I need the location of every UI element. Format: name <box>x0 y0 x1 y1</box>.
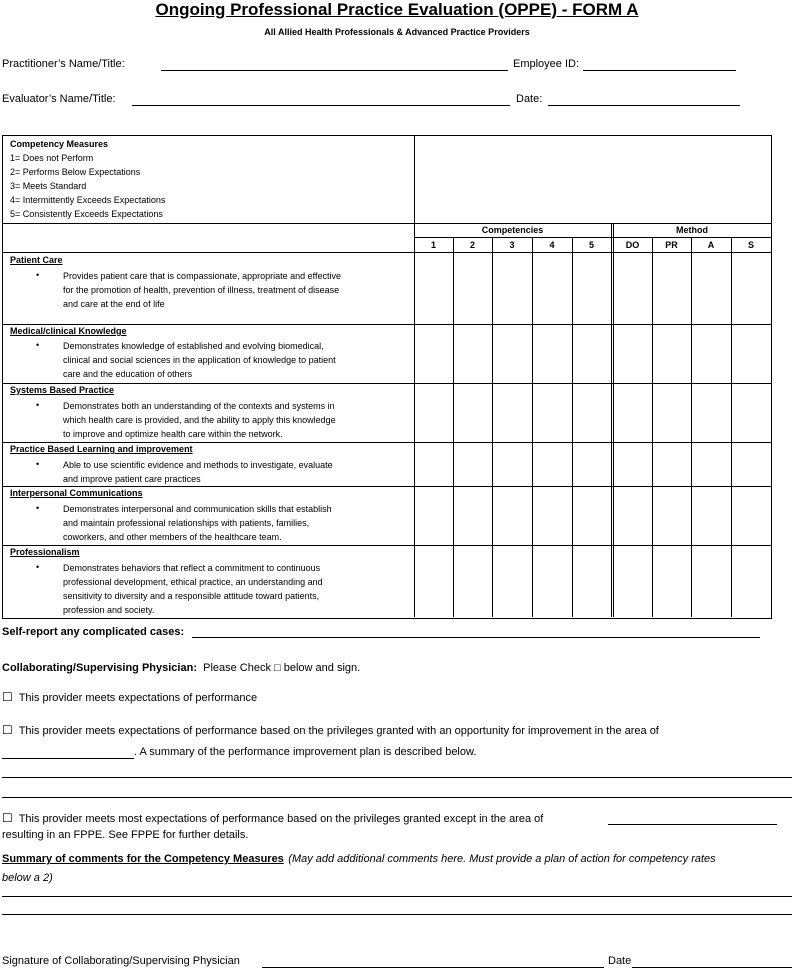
bullet: • <box>36 340 40 350</box>
option2-continued: . A summary of the performance improvement plan is described below. <box>134 746 477 758</box>
employee-id-field[interactable] <box>583 70 736 71</box>
row-title-systems-based-practice: Systems Based Practice <box>10 385 115 395</box>
desc-line: Demonstrates both an understanding of the contexts and systems in <box>63 401 335 411</box>
plan-line-2[interactable] <box>2 797 792 798</box>
signature-date-field[interactable] <box>632 967 792 968</box>
divider <box>691 237 692 617</box>
signature-field[interactable] <box>262 967 604 968</box>
option3-continued: resulting in an FPPE. See FPPE for further details. <box>2 829 249 841</box>
row-title-professionalism: Professionalism <box>10 547 80 557</box>
row-title-interpersonal-communications: Interpersonal Communications <box>10 488 143 498</box>
page-subtitle: All Allied Health Professionals & Advanced Practice Providers <box>264 27 530 37</box>
competency-scale <box>10 137 165 221</box>
option-label: This provider meets expectations of performance <box>18 692 258 704</box>
desc-line: clinical and social sciences in the application of knowledge to patient <box>63 355 336 365</box>
divider <box>572 237 573 617</box>
desc-line: Provides patient care that is compassionate, appropriate and effective <box>63 271 341 281</box>
summary-line-1[interactable] <box>2 896 792 897</box>
col-header-1: 1 <box>430 240 436 250</box>
date-field[interactable] <box>548 105 740 106</box>
desc-line: which health care is provided, and the ability to apply this knowledge <box>63 415 336 425</box>
summary-paren: ( <box>288 853 292 865</box>
bullet: • <box>36 503 40 513</box>
desc-line: Demonstrates interpersonal and communication skills that establish <box>63 504 332 514</box>
summary-title: Summary of comments for the Competency Measures <box>2 853 284 865</box>
option-meets-with-improvement[interactable] <box>2 723 659 737</box>
divider <box>532 237 533 617</box>
row-title-practice-based-learning: Practice Based Learning and improvement <box>10 444 193 454</box>
bullet: • <box>36 270 40 280</box>
option-label: This provider meets expectations of performance based on the privileges granted with an opportunity for improvement in the area of <box>18 725 659 737</box>
bullet: • <box>36 400 40 410</box>
row-desc-medical-knowledge <box>63 339 336 381</box>
desc-line: care and the education of others <box>63 369 193 379</box>
desc-line: sensitivity to diversity and a responsible attitude toward patients, <box>63 591 320 601</box>
date-label: Date: <box>516 93 543 105</box>
row-desc-professionalism <box>63 561 323 617</box>
checkbox-icon[interactable]: ☐ <box>2 690 13 704</box>
desc-line: Able to use scientific evidence and methods to investigate, evaluate <box>63 460 333 470</box>
signature-date-label: Date <box>608 955 632 967</box>
evaluator-name-field[interactable] <box>132 105 510 106</box>
divider <box>611 223 612 617</box>
physician-section <box>2 662 360 674</box>
page-title: Ongoing Professional Practice Evaluation (OPPE) - FORM A <box>155 0 639 19</box>
divider <box>453 237 454 617</box>
summary-line-2[interactable] <box>2 914 792 915</box>
col-header-5: 5 <box>588 240 594 250</box>
divider <box>2 383 771 384</box>
desc-line: Demonstrates knowledge of established and evolving biomedical, <box>63 341 324 351</box>
divider <box>613 223 614 617</box>
divider <box>2 545 771 546</box>
desc-line: and care at the end of life <box>63 299 165 309</box>
col-header-2: 2 <box>469 240 475 250</box>
scale-item: 5= Consistently Exceeds Expectations <box>10 209 163 219</box>
divider <box>414 237 771 238</box>
row-desc-patient-care <box>63 269 341 311</box>
row-title-medical-knowledge: Medical/clinical Knowledge <box>10 326 127 336</box>
divider <box>2 324 771 325</box>
divider <box>731 237 732 617</box>
practitioner-label: Practitioner’s Name/Title: <box>2 58 125 70</box>
desc-line: professional development, ethical practice, an understanding and <box>63 577 323 587</box>
col-header-a: A <box>707 240 715 250</box>
row-desc-practice-based-learning <box>63 458 333 486</box>
row-desc-systems-based-practice <box>63 399 336 441</box>
scale-item: 4= Intermittently Exceeds Expectations <box>10 195 166 205</box>
col-header-do: DO <box>625 240 640 250</box>
desc-line: Demonstrates behaviors that reflect a commitment to continuous <box>63 563 321 573</box>
summary-note: May add additional comments here. Must provide a plan of action for competency rates <box>291 853 716 865</box>
divider <box>652 237 653 617</box>
employee-id-label: Employee ID: <box>513 58 580 70</box>
fppe-area-field[interactable] <box>608 824 777 825</box>
physician-instruction: Please Check □ below and sign. <box>203 662 361 674</box>
plan-line-1[interactable] <box>2 777 792 778</box>
scale-item: 2= Performs Below Expectations <box>10 167 141 177</box>
physician-label: Collaborating/Supervising Physician: <box>2 662 197 674</box>
col-header-pr: PR <box>665 240 678 250</box>
desc-line: and improve patient care practices <box>63 474 201 484</box>
divider <box>2 442 771 443</box>
self-report-label: Self-report any complicated cases: <box>2 626 185 638</box>
self-report-field[interactable] <box>192 637 760 638</box>
competencies-header: Competencies <box>481 225 544 235</box>
checkbox-icon[interactable]: ☐ <box>2 723 13 737</box>
checkbox-icon[interactable]: ☐ <box>2 811 13 825</box>
scale-title: Competency Measures <box>10 139 109 149</box>
divider <box>492 237 493 617</box>
practitioner-name-field[interactable] <box>161 70 508 71</box>
desc-line: to improve and optimize health care within the network. <box>63 429 283 439</box>
col-header-4: 4 <box>549 240 555 250</box>
option-label: This provider meets most expectations of performance based on the privileges granted except in the area of <box>18 813 544 825</box>
improvement-area-field[interactable] <box>2 758 134 759</box>
bullet: • <box>36 562 40 572</box>
method-header: Method <box>676 225 708 235</box>
desc-line: profession and society. <box>63 605 155 615</box>
evaluator-label: Evaluator’s Name/Title: <box>2 93 116 105</box>
desc-line: for the promotion of health, prevention of illness, treatment of disease <box>63 285 340 295</box>
signature-label: Signature of Collaborating/Supervising Physician <box>2 955 240 967</box>
divider <box>2 252 771 253</box>
row-title-patient-care: Patient Care <box>10 255 63 265</box>
scale-item: 1= Does not Perform <box>10 153 94 163</box>
col-header-3: 3 <box>509 240 515 250</box>
scale-item: 3= Meets Standard <box>10 181 87 191</box>
option-meets-most-expectations[interactable] <box>2 811 543 825</box>
divider <box>2 486 771 487</box>
desc-line: coworkers, and other members of the healthcare team. <box>63 532 282 542</box>
summary-section <box>2 849 782 887</box>
divider <box>2 223 771 224</box>
desc-line: and maintain professional relationships with patients, families, <box>63 518 310 528</box>
option-meets-expectations[interactable] <box>2 690 257 704</box>
bullet: • <box>36 459 40 469</box>
summary-note: below a 2) <box>2 872 53 884</box>
row-desc-interpersonal-communications <box>63 502 332 544</box>
col-header-s: S <box>747 240 754 250</box>
